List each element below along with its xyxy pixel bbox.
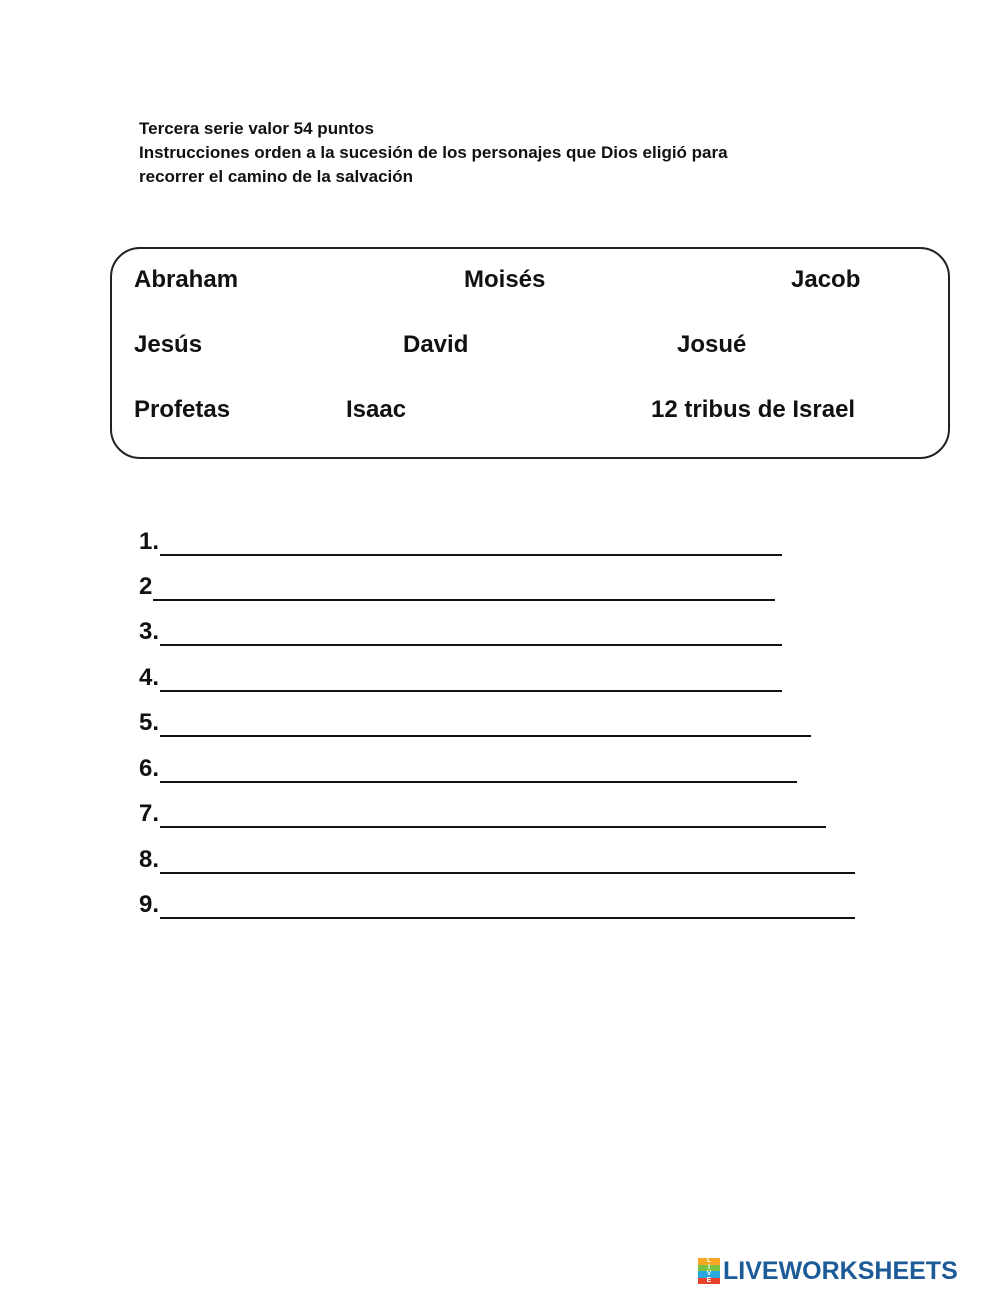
badge-letter: L (698, 1258, 720, 1265)
answer-line-5[interactable] (139, 709, 811, 737)
answer-blank[interactable] (160, 895, 855, 919)
series-title: Tercera serie valor 54 puntos (139, 119, 374, 138)
answer-label: 2 (139, 573, 153, 600)
word-josue: Josué (677, 331, 747, 358)
badge-letter: V (698, 1271, 720, 1278)
word-jacob: Jacob (791, 266, 861, 293)
word-jesus: Jesús (134, 331, 203, 358)
answer-line-4[interactable] (139, 664, 782, 692)
instructions-line-2: recorrer el camino de la salvación (139, 167, 414, 186)
answer-label: 9. (139, 891, 160, 918)
instructions-line-1: Instrucciones orden a la sucesión de los personajes que Dios eligió para (139, 143, 728, 162)
answer-label: 5. (139, 709, 160, 736)
answer-line-7[interactable] (139, 800, 826, 828)
answer-blank[interactable] (160, 804, 826, 828)
answer-label: 8. (139, 846, 160, 873)
answer-blank[interactable] (160, 622, 782, 646)
answer-label: 3. (139, 618, 160, 645)
word-profetas: Profetas (134, 396, 231, 423)
badge-letter: E (698, 1278, 720, 1285)
answer-line-1[interactable] (139, 528, 782, 556)
answer-label: 7. (139, 800, 160, 827)
answer-blank[interactable] (153, 577, 775, 601)
answer-blank[interactable] (160, 532, 782, 556)
answer-label: 6. (139, 755, 160, 782)
answer-line-3[interactable] (139, 618, 782, 646)
word-isaac: Isaac (346, 396, 407, 423)
answer-line-8[interactable] (139, 846, 855, 874)
word-moises: Moisés (464, 266, 546, 293)
answer-line-6[interactable] (139, 755, 797, 783)
answer-blank[interactable] (160, 668, 782, 692)
liveworksheets-logo (698, 1256, 958, 1286)
word-bank-box (110, 247, 950, 459)
answer-label: 4. (139, 664, 160, 691)
answer-label: 1. (139, 528, 160, 555)
word-abraham: Abraham (134, 266, 239, 293)
answer-line-9[interactable] (139, 891, 855, 919)
answer-blank[interactable] (160, 850, 855, 874)
word-david: David (403, 331, 469, 358)
answer-line-2[interactable] (139, 573, 775, 601)
answer-blank[interactable] (160, 713, 811, 737)
answer-blank[interactable] (160, 759, 797, 783)
brand-name: LIVEWORKSHEETS (723, 1256, 958, 1285)
instructions (139, 117, 728, 189)
badge-letter: I (698, 1265, 720, 1272)
live-badge-icon (698, 1258, 720, 1284)
word-12-tribus: 12 tribus de Israel (651, 396, 856, 423)
